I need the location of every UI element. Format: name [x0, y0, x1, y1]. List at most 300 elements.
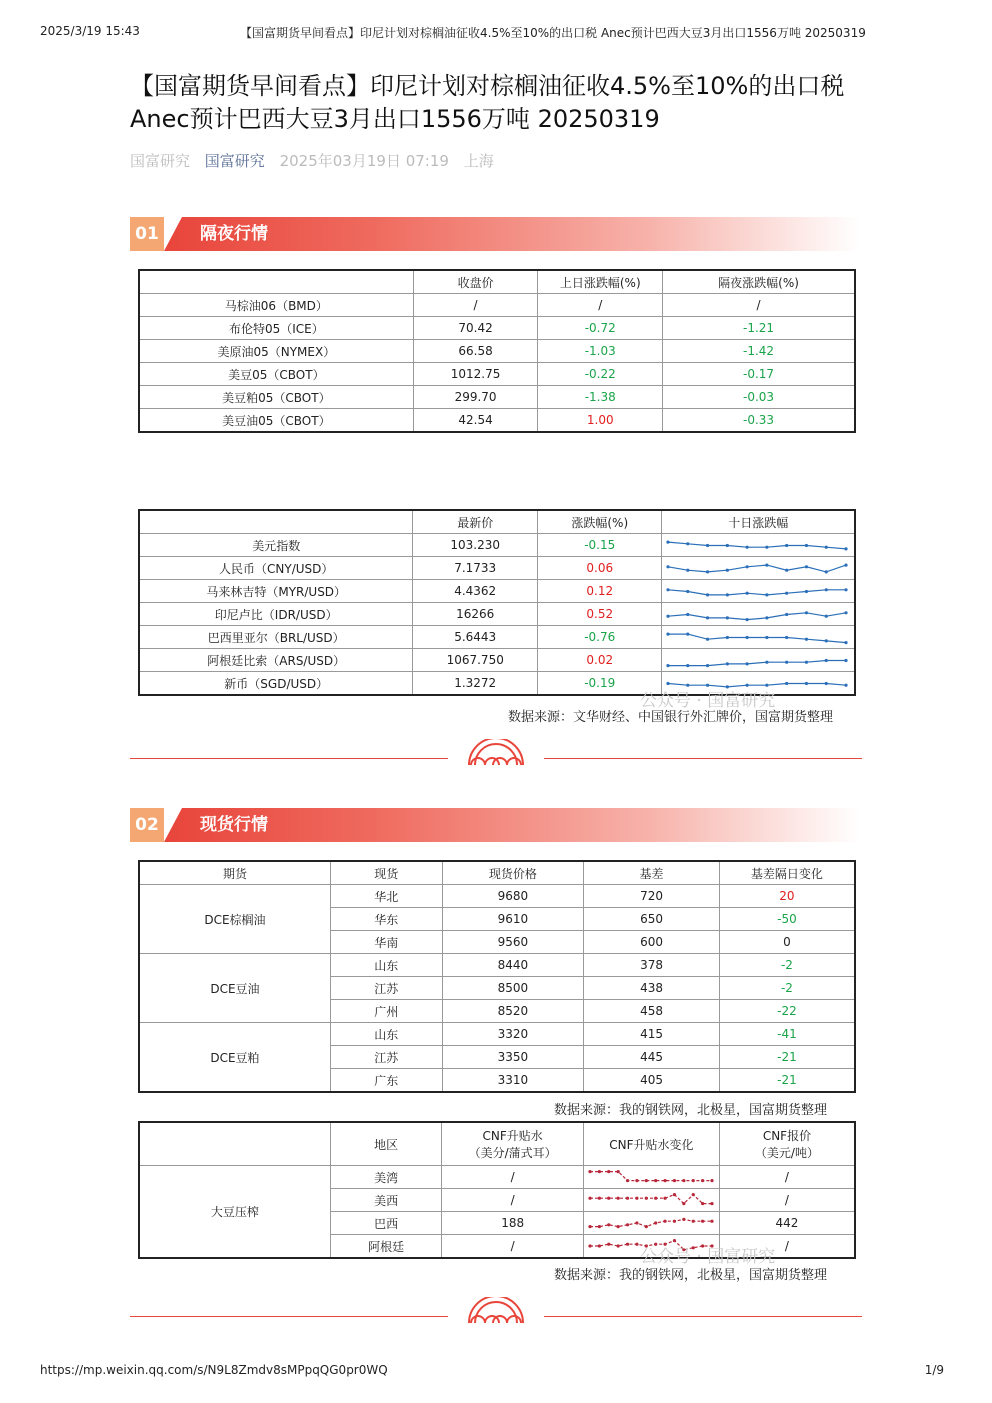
close-price: 70.42	[413, 317, 538, 340]
column-header: 涨跌幅(%)	[538, 510, 662, 534]
sparkline-point	[667, 588, 670, 591]
change-percent: 0.52	[538, 603, 662, 626]
sparkline-point	[667, 540, 670, 543]
region: 美湾	[330, 1166, 442, 1189]
sparkline-chart	[662, 650, 852, 671]
sparkline-point	[706, 637, 709, 640]
overnight-change: -0.17	[663, 363, 855, 386]
change-percent: 0.06	[538, 557, 662, 580]
sparkline-point	[635, 1221, 638, 1224]
latest-price: 7.1733	[413, 557, 538, 580]
watermark: 公众号 · 国富研究	[640, 1247, 776, 1267]
prev-day-change: /	[538, 294, 663, 317]
basis: 600	[584, 931, 720, 954]
sparkline-point	[626, 1223, 629, 1226]
divider-left	[130, 1316, 448, 1317]
basis: 445	[584, 1046, 720, 1069]
sparkline-point	[805, 565, 808, 568]
print-page-title: 【国富期货早间看点】印尼计划对棕榈油征收4.5%至10%的出口税 Anec预计巴西大豆3月出口1556万吨 20250319	[240, 26, 866, 40]
latest-price: 4.4362	[413, 580, 538, 603]
column-header: 地区	[330, 1122, 442, 1166]
divider-right	[544, 758, 862, 759]
sparkline-point	[845, 563, 848, 566]
sparkline-point	[701, 1202, 704, 1205]
sparkline-point	[687, 589, 690, 592]
sparkline-point	[825, 614, 828, 617]
sparkline-point	[692, 1220, 695, 1223]
sparkline-chart	[584, 1212, 718, 1234]
sparkline-point	[845, 588, 848, 591]
instrument-name: 马棕油06（BMD）	[139, 294, 413, 317]
spot-price: 8500	[442, 977, 584, 1000]
sparkline-point	[701, 1220, 704, 1223]
sparkline-point	[766, 635, 769, 638]
sparkline-point	[845, 658, 848, 661]
column-header: 最新价	[413, 510, 538, 534]
sparkline-chart	[584, 1166, 718, 1188]
table-row	[139, 386, 855, 409]
table-row	[139, 317, 855, 340]
sparkline-point	[746, 565, 749, 568]
prev-day-change: -0.22	[538, 363, 663, 386]
sparkline-point	[663, 1197, 666, 1200]
article-date: 2025年03月19日 07:19	[279, 152, 449, 170]
data-source-note: 数据来源：我的钢铁网，北极星，国富期货整理	[554, 1268, 828, 1283]
cnf-soybean-table	[138, 1121, 856, 1259]
column-header: 隔夜涨跌幅(%)	[663, 270, 855, 294]
sparkline-point	[746, 635, 749, 638]
sparkline-point	[726, 616, 729, 619]
spot-price: 8440	[442, 954, 584, 977]
column-header	[719, 1122, 855, 1166]
sparkline-point	[667, 565, 670, 568]
column-header	[139, 510, 413, 534]
currency-name: 美元指数	[139, 534, 413, 557]
divider-right	[544, 1316, 862, 1317]
change-percent: -0.76	[538, 626, 662, 649]
sparkline-point	[701, 1179, 704, 1182]
table-row	[139, 603, 855, 626]
sparkline-point	[805, 660, 808, 663]
sparkline-path	[668, 634, 846, 643]
column-header	[442, 1122, 584, 1166]
region: 巴西	[330, 1212, 442, 1235]
sparkline-chart	[662, 558, 852, 579]
print-page-number: 1/9	[924, 1363, 944, 1377]
cloud-ornament-icon	[465, 739, 527, 771]
overnight-change: -0.33	[663, 409, 855, 433]
basis-change: -21	[719, 1046, 855, 1069]
print-datetime: 2025/3/19 15:43	[40, 24, 140, 38]
sparkline-point	[825, 545, 828, 548]
basis-change: -2	[719, 977, 855, 1000]
sparkline-point	[645, 1197, 648, 1200]
sparkline-point	[663, 1179, 666, 1182]
cnf-premium: 188	[442, 1212, 584, 1235]
sparkline-point	[805, 611, 808, 614]
close-price: 66.58	[413, 340, 538, 363]
sparkline-point	[667, 664, 670, 667]
sparkline-point	[805, 637, 808, 640]
spot-region: 华东	[330, 908, 442, 931]
sparkline-point	[687, 612, 690, 615]
cnf-price: /	[719, 1166, 855, 1189]
column-header-line: （美分/蒲式耳）	[468, 1146, 557, 1160]
spot-price: 3310	[442, 1069, 584, 1093]
sparkline-chart	[662, 581, 852, 602]
change-percent: 0.12	[538, 580, 662, 603]
table-row	[139, 649, 855, 672]
table-row	[139, 1166, 855, 1189]
table-header-row	[139, 270, 855, 294]
latest-price: 103.230	[413, 534, 538, 557]
column-header: 基差	[584, 861, 720, 885]
sparkline-point	[746, 662, 749, 665]
column-header: 现货	[330, 861, 442, 885]
basis: 458	[584, 1000, 720, 1023]
commodity-group: 大豆压榨	[139, 1166, 330, 1259]
sparkline-point	[706, 664, 709, 667]
spot-price: 3320	[442, 1023, 584, 1046]
article-title-line1: 【国富期货早间看点】印尼计划对棕榈油征收4.5%至10%的出口税	[130, 72, 845, 100]
close-price: 42.54	[413, 409, 538, 433]
sparkline-point	[726, 543, 729, 546]
sparkline-point	[726, 635, 729, 638]
sparkline-point	[645, 1225, 648, 1228]
cnf-change-sparkline	[583, 1189, 719, 1212]
spot-region: 江苏	[330, 977, 442, 1000]
spot-region: 山东	[330, 1023, 442, 1046]
data-source-note: 数据来源：我的钢铁网，北极星，国富期货整理	[554, 1103, 828, 1118]
column-header-line: CNF报价	[762, 1129, 812, 1143]
spot-region: 华北	[330, 885, 442, 908]
fx-market-table	[138, 509, 856, 696]
sparkline-point	[635, 1197, 638, 1200]
sparkline-point	[626, 1179, 629, 1182]
account-link[interactable]: 国富研究	[204, 152, 265, 170]
instrument-name: 美豆油05（CBOT）	[139, 409, 413, 433]
table-row	[139, 1023, 855, 1046]
ten-day-sparkline	[662, 580, 855, 603]
sparkline-point	[687, 568, 690, 571]
column-header: 收盘价	[413, 270, 538, 294]
change-percent: -0.15	[538, 534, 662, 557]
sparkline-point	[786, 681, 789, 684]
sparkline-chart	[584, 1189, 718, 1211]
sparkline-point	[667, 681, 670, 684]
sparkline-point	[746, 545, 749, 548]
latest-price: 1.3272	[413, 672, 538, 696]
sparkline-point	[786, 543, 789, 546]
sparkline-path	[668, 542, 846, 549]
sparkline-point	[654, 1221, 657, 1224]
data-source-note: 数据来源：文华财经、中国银行外汇牌价，国富期货整理	[508, 710, 834, 725]
sparkline-point	[635, 1243, 638, 1246]
cnf-price: 442	[719, 1212, 855, 1235]
basis-change: 0	[719, 931, 855, 954]
sparkline-point	[726, 568, 729, 571]
sparkline-point	[616, 1225, 619, 1228]
sparkline-point	[825, 681, 828, 684]
sparkline-point	[825, 658, 828, 661]
basis-change: -22	[719, 1000, 855, 1023]
currency-name: 阿根廷比索（ARS/USD）	[139, 649, 413, 672]
table-row	[139, 363, 855, 386]
section-header-overnight	[130, 217, 860, 253]
column-header-line: （美元/吨）	[754, 1146, 819, 1160]
sparkline-point	[673, 1220, 676, 1223]
basis: 405	[584, 1069, 720, 1093]
sparkline-point	[786, 568, 789, 571]
sparkline-point	[682, 1179, 685, 1182]
sparkline-point	[588, 1197, 591, 1200]
sparkline-chart	[662, 535, 852, 556]
column-header: 期货	[139, 861, 330, 885]
sparkline-point	[706, 570, 709, 573]
spot-region: 华南	[330, 931, 442, 954]
sparkline-point	[706, 543, 709, 546]
sparkline-path	[668, 565, 846, 572]
article-title-line2: Anec预计巴西大豆3月出口1556万吨 20250319	[130, 105, 660, 133]
section-banner	[164, 217, 860, 251]
overnight-change: -0.03	[663, 386, 855, 409]
sparkline-point	[710, 1179, 713, 1182]
currency-name: 巴西里亚尔（BRL/USD）	[139, 626, 413, 649]
ten-day-sparkline	[662, 534, 855, 557]
section-header-spot	[130, 808, 860, 844]
cnf-price: /	[719, 1235, 855, 1259]
prev-day-change: 1.00	[538, 409, 663, 433]
sparkline-point	[825, 639, 828, 642]
basis: 438	[584, 977, 720, 1000]
cnf-price: /	[719, 1189, 855, 1212]
print-url[interactable]: https://mp.weixin.qq.com/s/N9L8Zmdv8sMPpqQG0pr0WQ	[40, 1363, 388, 1377]
table-row	[139, 534, 855, 557]
spot-region: 江苏	[330, 1046, 442, 1069]
sparkline-point	[667, 632, 670, 635]
table-row	[139, 340, 855, 363]
sparkline-point	[706, 616, 709, 619]
sparkline-point	[692, 1193, 695, 1196]
sparkline-point	[682, 1202, 685, 1205]
column-header: CNF升贴水变化	[583, 1122, 719, 1166]
spot-price: 9560	[442, 931, 584, 954]
spot-price: 9610	[442, 908, 584, 931]
article-title	[130, 70, 870, 136]
basis-change: 20	[719, 885, 855, 908]
instrument-name: 美豆05（CBOT）	[139, 363, 413, 386]
latest-price: 5.6443	[413, 626, 538, 649]
cnf-change-sparkline	[583, 1166, 719, 1189]
sparkline-point	[588, 1170, 591, 1173]
sparkline-point	[845, 683, 848, 686]
sparkline-point	[805, 589, 808, 592]
ten-day-sparkline	[662, 603, 855, 626]
basis-change: -41	[719, 1023, 855, 1046]
article-author: 国富研究	[130, 152, 191, 170]
latest-price: 1067.750	[413, 649, 538, 672]
sparkline-point	[766, 660, 769, 663]
section-title: 隔夜行情	[200, 224, 268, 244]
close-price: /	[413, 294, 538, 317]
currency-name: 新币（SGD/USD）	[139, 672, 413, 696]
sparkline-point	[607, 1243, 610, 1246]
prev-day-change: -1.38	[538, 386, 663, 409]
column-header: 基差隔日变化	[719, 861, 855, 885]
futures-contract: DCE豆粕	[139, 1023, 330, 1093]
table-row	[139, 954, 855, 977]
section-banner	[164, 808, 860, 842]
basis: 650	[584, 908, 720, 931]
spot-price: 8520	[442, 1000, 584, 1023]
sparkline-point	[766, 563, 769, 566]
sparkline-point	[598, 1225, 601, 1228]
sparkline-point	[746, 591, 749, 594]
sparkline-point	[766, 616, 769, 619]
cnf-premium: /	[442, 1235, 584, 1259]
sparkline-point	[607, 1170, 610, 1173]
table-row	[139, 580, 855, 603]
sparkline-point	[726, 662, 729, 665]
table-row	[139, 409, 855, 433]
table-row	[139, 294, 855, 317]
region: 美西	[330, 1189, 442, 1212]
spot-price: 3350	[442, 1046, 584, 1069]
sparkline-point	[682, 1218, 685, 1221]
sparkline-point	[825, 570, 828, 573]
sparkline-point	[786, 612, 789, 615]
table-row	[139, 885, 855, 908]
column-header: 现货价格	[442, 861, 584, 885]
table-row	[139, 626, 855, 649]
cnf-premium: /	[442, 1189, 584, 1212]
basis-change: -2	[719, 954, 855, 977]
sparkline-point	[588, 1244, 591, 1247]
sparkline-point	[673, 1179, 676, 1182]
sparkline-point	[845, 641, 848, 644]
watermark: 公众号 · 国富研究	[640, 691, 776, 711]
sparkline-point	[635, 1179, 638, 1182]
article-meta	[130, 150, 504, 171]
sparkline-point	[687, 632, 690, 635]
column-header	[139, 270, 413, 294]
spot-region: 广州	[330, 1000, 442, 1023]
sparkline-point	[598, 1197, 601, 1200]
ten-day-sparkline	[662, 649, 855, 672]
spot-basis-table	[138, 860, 856, 1093]
sparkline-point	[687, 664, 690, 667]
latest-price: 16266	[413, 603, 538, 626]
change-percent: 0.02	[538, 649, 662, 672]
overnight-change: -1.21	[663, 317, 855, 340]
column-header: 十日涨跌幅	[662, 510, 855, 534]
sparkline-point	[766, 593, 769, 596]
table-row	[139, 557, 855, 580]
sparkline-point	[825, 588, 828, 591]
sparkline-path	[668, 660, 846, 665]
article-location: 上海	[463, 152, 494, 170]
overnight-change: /	[663, 294, 855, 317]
basis: 378	[584, 954, 720, 977]
sparkline-point	[746, 618, 749, 621]
close-price: 1012.75	[413, 363, 538, 386]
instrument-name: 美原油05（NYMEX）	[139, 340, 413, 363]
sparkline-point	[663, 1220, 666, 1223]
sparkline-point	[626, 1243, 629, 1246]
sparkline-point	[626, 1197, 629, 1200]
sparkline-point	[654, 1179, 657, 1182]
sparkline-point	[786, 660, 789, 663]
sparkline-point	[687, 542, 690, 545]
section-number: 02	[130, 808, 164, 842]
table-header-row	[139, 1122, 855, 1166]
sparkline-point	[786, 591, 789, 594]
divider-left	[130, 758, 448, 759]
sparkline-point	[706, 593, 709, 596]
sparkline-point	[786, 635, 789, 638]
close-price: 299.70	[413, 386, 538, 409]
currency-name: 印尼卢比（IDR/USD）	[139, 603, 413, 626]
futures-contract: DCE豆油	[139, 954, 330, 1023]
futures-contract: DCE棕榈油	[139, 885, 330, 954]
instrument-name: 美豆粕05（CBOT）	[139, 386, 413, 409]
spot-region: 山东	[330, 954, 442, 977]
sparkline-point	[692, 1179, 695, 1182]
cnf-change-sparkline	[583, 1212, 719, 1235]
sparkline-point	[710, 1220, 713, 1223]
basis-change: -21	[719, 1069, 855, 1093]
ten-day-sparkline	[662, 557, 855, 580]
sparkline-point	[667, 614, 670, 617]
column-header: 上日涨跌幅(%)	[538, 270, 663, 294]
change-percent: -0.19	[538, 672, 662, 696]
sparkline-point	[805, 543, 808, 546]
sparkline-point	[726, 593, 729, 596]
sparkline-point	[616, 1244, 619, 1247]
spot-price: 9680	[442, 885, 584, 908]
sparkline-point	[598, 1170, 601, 1173]
basis: 415	[584, 1023, 720, 1046]
column-header	[139, 1122, 330, 1166]
sparkline-point	[588, 1225, 591, 1228]
basis: 720	[584, 885, 720, 908]
sparkline-point	[616, 1170, 619, 1173]
prev-day-change: -0.72	[538, 317, 663, 340]
sparkline-path	[668, 589, 846, 594]
ten-day-sparkline	[662, 626, 855, 649]
column-header-line: CNF升贴水	[482, 1129, 543, 1143]
sparkline-point	[805, 681, 808, 684]
section-number: 01	[130, 217, 164, 251]
currency-name: 人民币（CNY/USD）	[139, 557, 413, 580]
section-title: 现货行情	[200, 815, 268, 835]
sparkline-point	[607, 1223, 610, 1226]
sparkline-point	[766, 545, 769, 548]
table-header-row	[139, 861, 855, 885]
sparkline-point	[845, 547, 848, 550]
sparkline-point	[673, 1193, 676, 1196]
sparkline-path	[668, 612, 846, 619]
sparkline-point	[616, 1197, 619, 1200]
prev-day-change: -1.03	[538, 340, 663, 363]
cloud-ornament-icon	[465, 1297, 527, 1329]
sparkline-point	[607, 1197, 610, 1200]
region: 阿根廷	[330, 1235, 442, 1259]
currency-name: 马来林吉特（MYR/USD）	[139, 580, 413, 603]
sparkline-point	[645, 1179, 648, 1182]
overnight-change: -1.42	[663, 340, 855, 363]
sparkline-chart	[662, 604, 852, 625]
